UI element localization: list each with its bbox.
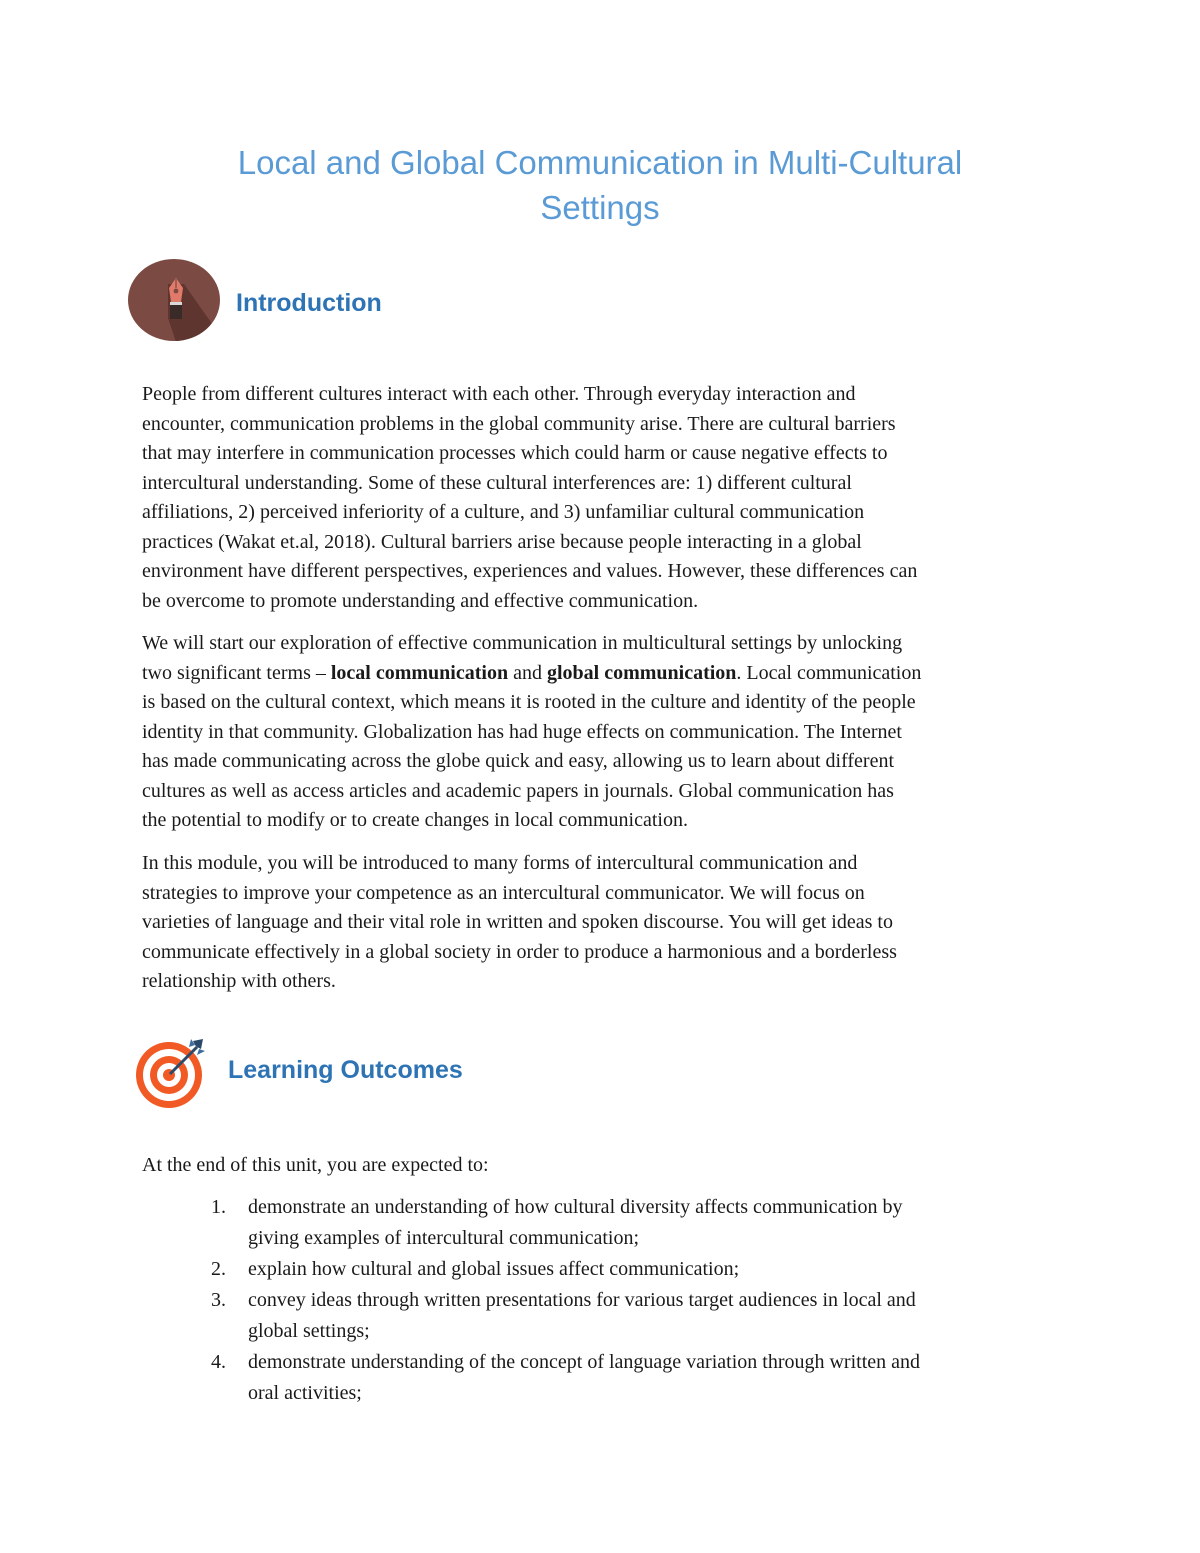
introduction-paragraph-3	[142, 849, 1072, 997]
term-global-communication: global communication	[546, 661, 737, 684]
list-item	[206, 1192, 1066, 1254]
text-line: practices (Wakat et.al, 2018). Cultural barriers arise because people interacting in a global	[142, 530, 862, 553]
text-line: be overcome to promote understanding and effective communication.	[142, 589, 699, 612]
text-line: affiliations, 2) perceived inferiority of a culture, and 3) unfamiliar cultural communication	[142, 501, 865, 523]
term-local-communication: local communication	[330, 661, 509, 684]
text-fragment: . Local communication	[736, 661, 922, 684]
text-line: that may interfere in communication processes which could harm or cause negative effects to	[142, 442, 888, 464]
target-arrow-icon	[135, 1037, 207, 1109]
list-number: 3.	[211, 1289, 226, 1311]
text-line: giving examples of intercultural communication;	[248, 1227, 640, 1249]
list-text	[248, 1192, 1066, 1254]
introduction-heading: Introduction	[236, 289, 382, 317]
text-line: strategies to improve your competence as an intercultural communicator. We will focus on	[142, 881, 865, 904]
text-line: environment have different perspectives, experiences and values. However, these differences can	[142, 560, 918, 582]
list-item	[206, 1285, 1066, 1347]
text-line: convey ideas through written presentations for various target audiences in local and	[248, 1289, 916, 1311]
text-line: We will start our exploration of effective communication in multicultural settings by unlocking	[142, 632, 903, 654]
text-line: identity in that community. Globalization has had huge effects on communication. The Internet	[142, 720, 902, 743]
text-line: cultures as well as access articles and academic papers in journals. Global communication has	[142, 779, 894, 802]
learning-outcomes-list	[206, 1192, 1066, 1409]
page-title-line-1: Local and Global Communication in Multi-Cultural	[237, 144, 963, 181]
text-line: explain how cultural and global issues affect communication;	[248, 1258, 740, 1280]
text-line: global settings;	[248, 1320, 370, 1342]
text-fragment: two significant terms –	[142, 661, 331, 684]
text-line: varieties of language and their vital role in written and spoken discourse. You will get ideas to	[142, 911, 893, 933]
text-line: demonstrate understanding of the concept of language variation through written and	[248, 1351, 921, 1373]
learning-outcomes-intro: At the end of this unit, you are expected to:	[142, 1154, 489, 1176]
pen-nib-icon	[128, 258, 222, 342]
text-line: oral activities;	[248, 1382, 362, 1404]
text-line: relationship with others.	[142, 970, 336, 992]
list-text	[248, 1254, 1066, 1285]
list-number: 2.	[211, 1258, 226, 1280]
introduction-paragraph-1	[142, 380, 1072, 616]
list-text	[248, 1285, 1066, 1347]
list-item	[206, 1347, 1066, 1409]
page-title	[140, 140, 1060, 230]
text-fragment: and	[508, 661, 547, 684]
list-number: 1.	[211, 1196, 226, 1218]
page-title-line-2: Settings	[540, 189, 660, 226]
text-line: encounter, communication problems in the global community arise. There are cultural barriers	[142, 412, 896, 435]
list-number: 4.	[211, 1351, 226, 1373]
learning-outcomes-heading: Learning Outcomes	[228, 1056, 463, 1084]
text-line: demonstrate an understanding of how cultural diversity affects communication by	[248, 1196, 903, 1218]
introduction-paragraph-2	[142, 629, 1072, 836]
text-line: has made communicating across the globe quick and easy, allowing us to learn about different	[142, 750, 895, 772]
text-line: is based on the cultural context, which means it is rooted in the culture and identity of the people	[142, 691, 916, 713]
text-line: In this module, you will be introduced to many forms of intercultural communication and	[142, 852, 858, 874]
text-line: People from different cultures interact with each other. Through everyday interaction and	[142, 383, 856, 405]
text-line-with-terms	[142, 659, 1072, 689]
list-text	[248, 1347, 1066, 1409]
list-item	[206, 1254, 1066, 1285]
text-line: communicate effectively in a global society in order to produce a harmonious and a borderless	[142, 940, 897, 963]
text-line: the potential to modify or to create changes in local communication.	[142, 809, 688, 831]
text-line: intercultural understanding. Some of these cultural interferences are: 1) different cultural	[142, 471, 852, 494]
